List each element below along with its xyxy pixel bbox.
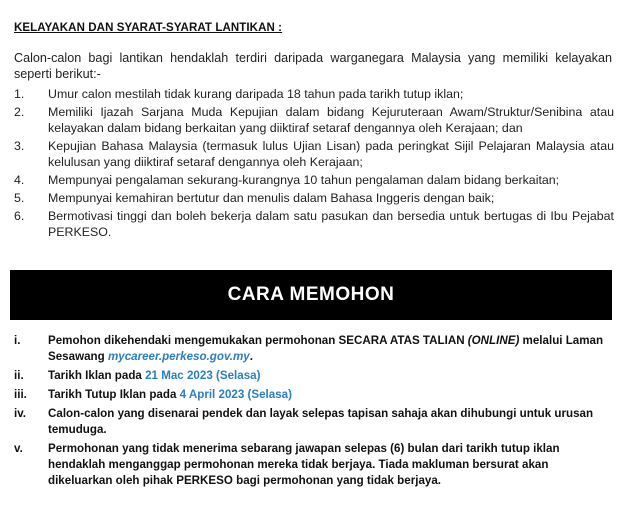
list-item-text: Mempunyai pengalaman sekurang-kurangnya 10 tahun pengalaman dalam bidang berkaitan; (48, 173, 560, 187)
list-item-number: iv. (14, 407, 27, 420)
list-item (14, 138, 614, 170)
text-segment: . (249, 350, 253, 363)
banner-title: CARA MEMOHON (227, 284, 395, 305)
text-segment: Pemohon dikehendaki mengemukakan permohonan SECARA ATAS TALIAN (48, 334, 468, 347)
ad-date: 21 Mac 2023 (Selasa) (145, 369, 261, 382)
application-list (14, 333, 614, 492)
list-item-text: Mempunyai kemahiran bertutur dan menulis dalam Bahasa Inggeris dengan baik; (48, 191, 495, 205)
list-item (14, 333, 614, 365)
list-item (14, 190, 614, 206)
list-item-text: Calon-calon yang disenarai pendek dan layak selepas tapisan sahaja akan dihubungi untuk urusan temuduga. (48, 407, 594, 436)
list-item-text: Permohonan yang tidak menerima sebarang jawapan selepas (6) bulan dari tarikh tutup iklan hendaklah menganggap permohonan mereka tidak berjaya. Tiada makluman bersurat akan dikeluarkan oleh pihak PERKESO bagi permohonan yang tidak berjaya. (48, 442, 560, 487)
list-item (14, 172, 614, 188)
section-heading: KELAYAKAN DAN SYARAT-SYARAT LANTIKAN : (14, 22, 283, 34)
website-link[interactable]: mycareer.perkeso.gov.my (107, 350, 250, 363)
text-segment: Tarikh Tutup Iklan pada (48, 388, 180, 401)
list-item-text: Kepujian Bahasa Malaysia (termasuk lulus Ujian Lisan) pada peringkat Sijil Pelajaran Malaysia atau kelulusan yang diiktiraf setaraf dengannya oleh Kerajaan; (48, 139, 614, 169)
list-item-number: 6. (14, 209, 25, 223)
list-item-number: iii. (14, 388, 27, 401)
list-item (14, 104, 614, 136)
text-segment: melalui Laman Sesawang (48, 334, 604, 363)
list-item-text: Bermotivasi tinggi dan boleh bekerja dalam satu pasukan dan bersedia untuk bertugas di Ibu Pejabat PERKESO. (48, 209, 614, 239)
requirements-list (14, 86, 614, 242)
list-item-number: 2. (14, 105, 25, 119)
list-item-number: v. (14, 442, 23, 455)
list-item-text (48, 368, 614, 384)
list-item-text: Umur calon mestilah tidak kurang daripada 18 tahun pada tarikh tutup iklan; (48, 87, 464, 101)
list-item (14, 406, 614, 438)
list-item (14, 208, 614, 240)
list-item-number: 4. (14, 173, 25, 187)
list-item-text: Memiliki Ijazah Sarjana Muda Kepujian dalam bidang Kejuruteraan Awam/Struktur/Senibina atau kelayakan dalam bidang berkaitan yang diiktiraf setaraf dengannya oleh Kerajaan; dan (48, 105, 614, 135)
section-banner (10, 270, 612, 320)
list-item (14, 368, 614, 384)
closing-date: 4 April 2023 (Selasa) (179, 388, 292, 401)
list-item-text (48, 333, 614, 365)
text-segment: Tarikh Iklan pada (48, 369, 146, 382)
list-item-number: ii. (14, 369, 24, 382)
online-emphasis: (ONLINE) (467, 334, 520, 347)
intro-paragraph: Calon-calon bagi lantikan hendaklah terdiri daripada warganegara Malaysia yang memiliki kelayakan seperti berikut:- (14, 51, 612, 81)
list-item-number: i. (14, 334, 21, 347)
list-item-number: 1. (14, 87, 25, 101)
list-item (14, 441, 614, 489)
list-item (14, 387, 614, 403)
list-item (14, 86, 614, 102)
list-item-text (48, 387, 614, 403)
list-item-number: 3. (14, 139, 25, 153)
list-item-number: 5. (14, 191, 25, 205)
